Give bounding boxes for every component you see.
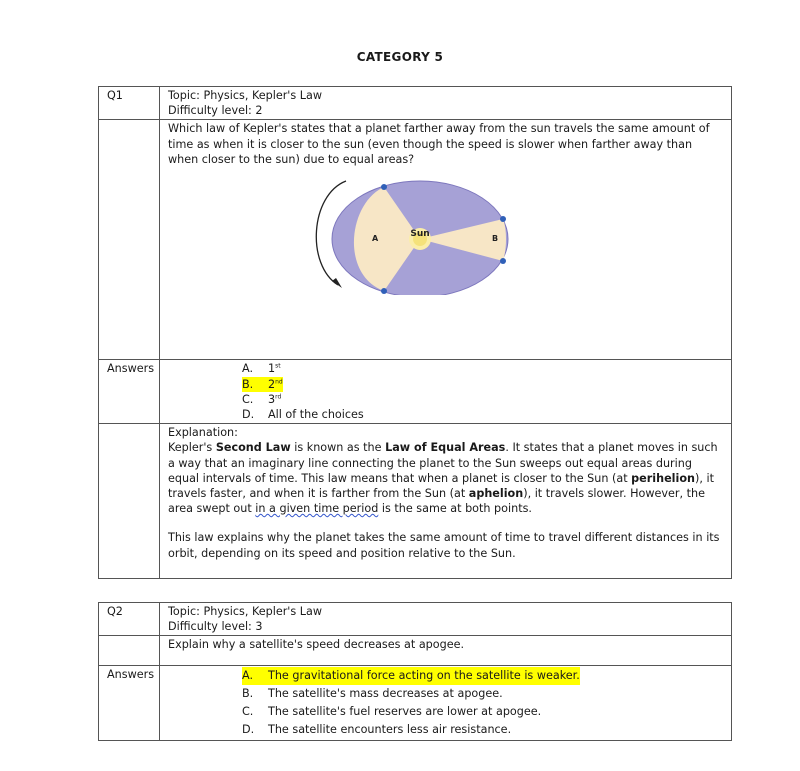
difficulty-text: Difficulty level: 3 [168, 620, 263, 634]
planet-dot [381, 184, 387, 190]
answer-text: All of the choices [268, 408, 364, 422]
answer-text: The satellite encounters less air resistance. [268, 723, 512, 737]
question-table-q1 [98, 86, 732, 579]
question-table-q2 [98, 602, 732, 741]
page-title: CATEGORY 5 [356, 50, 444, 64]
explanation-paragraph: Kepler's Second Law is known as the Law of Equal Areas. It states that a planet moves in such a way that an imaginary line connecting the planet to the Sun sweeps out equal areas during equal intervals of time. This law means that when a planet is closer to the Sun (at perihelion), it travels faster, and when it is farther from the Sun (at aphelion), it travels slower. However, the area swept out in a given time period is the same at both points. [168, 441, 718, 516]
topic-text: Topic: Physics, Kepler's Law [168, 605, 323, 618]
table-row [99, 666, 732, 741]
answers-cell [160, 360, 732, 424]
answers-cell [160, 666, 732, 741]
point-b-label: B [492, 234, 499, 244]
answer-option [242, 407, 725, 422]
question-meta-cell [160, 603, 732, 636]
answer-option [242, 685, 725, 703]
answer-text-correct: 2nd [268, 377, 283, 391]
table-row [99, 360, 732, 424]
table-row [99, 603, 732, 636]
answer-letter: A. [242, 362, 254, 376]
difficulty-text: Difficulty level: 2 [168, 104, 263, 118]
empty-label-cell [99, 424, 160, 579]
answers-label-cell [99, 666, 160, 741]
table-row [99, 120, 732, 360]
answer-text-correct: A. The gravitational force acting on the satellite is weaker. [242, 667, 580, 685]
answer-option [242, 721, 725, 739]
answers-label-cell [99, 360, 160, 424]
answer-list [242, 667, 725, 739]
empty-label-cell [99, 636, 160, 666]
answer-letter: D. [242, 723, 255, 737]
explanation-heading: Explanation: [168, 426, 238, 440]
answer-letter: B. [242, 687, 254, 701]
question-text: Explain why a satellite's speed decreases at apogee. [168, 638, 465, 652]
answer-option [242, 377, 725, 392]
question-body-cell [160, 636, 732, 666]
answer-letter: C. [242, 392, 254, 406]
table-row [99, 424, 732, 579]
answer-letter: C. [242, 705, 254, 719]
question-number: Q2 [107, 605, 123, 618]
answer-text: The satellite's mass decreases at apogee. [268, 687, 503, 701]
empty-label-cell [99, 120, 160, 360]
sun-label: Sun [410, 229, 430, 240]
point-a-label: A [372, 234, 379, 244]
table-row [99, 87, 732, 120]
question-body-cell [160, 120, 732, 360]
answers-label: Answers [107, 668, 155, 682]
answer-list [242, 361, 725, 422]
kepler-orbit-diagram [288, 175, 518, 295]
answer-option [242, 361, 725, 376]
answer-text: 3rd [268, 392, 282, 406]
planet-dot [500, 216, 506, 222]
answer-letter: D. [242, 408, 255, 422]
answer-option [242, 392, 725, 407]
answer-option [242, 667, 725, 685]
topic-text: Topic: Physics, Kepler's Law [168, 89, 323, 102]
question-number-cell [99, 603, 160, 636]
answers-label: Answers [107, 362, 155, 376]
question-text: Which law of Kepler's states that a planet farther away from the sun travels the same amount of time as when it is closer to the sun (even though the speed is slower when farther away than when closer to the sun) due to equal areas? [168, 122, 710, 166]
answer-letter: B. [242, 377, 268, 392]
table-row [99, 636, 732, 666]
planet-dot [381, 288, 387, 294]
answer-text: 1st [268, 362, 281, 376]
explanation-paragraph: This law explains why the planet takes the same amount of time to travel different distances in its orbit, depending on its speed and position relative to the Sun. [168, 531, 720, 560]
answer-option [242, 703, 725, 721]
arrow-head-left [332, 278, 342, 288]
question-number: Q1 [107, 89, 123, 102]
explanation-cell [160, 424, 732, 579]
question-meta-cell [160, 87, 732, 120]
question-number-cell [99, 87, 160, 120]
answer-text: The satellite's fuel reserves are lower at apogee. [268, 705, 542, 719]
planet-dot [500, 258, 506, 264]
